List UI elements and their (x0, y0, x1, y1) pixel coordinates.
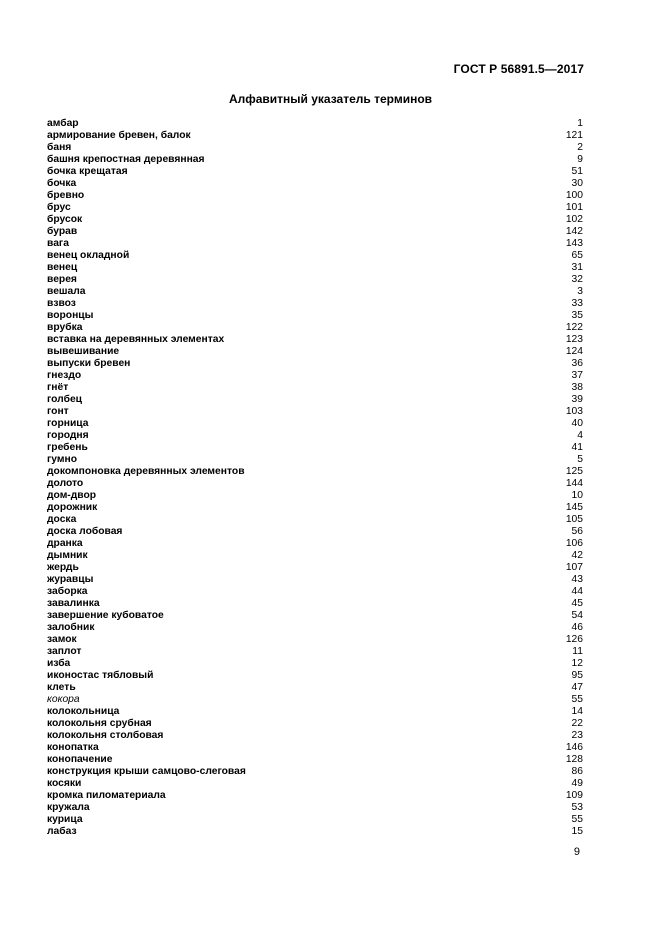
index-term: клеть (47, 682, 76, 693)
index-entry (47, 526, 583, 538)
index-term: воронцы (47, 310, 94, 321)
index-page-ref: 42 (571, 550, 583, 561)
index-term: колокольница (47, 706, 120, 717)
index-term: завершение кубоватое (47, 610, 164, 621)
index-page-ref: 123 (565, 334, 583, 345)
index-entry (47, 454, 583, 466)
index-entry (47, 574, 583, 586)
index-term: колокольня срубная (47, 718, 152, 729)
index-term: конопатка (47, 742, 99, 753)
index-term: вывешивание (47, 346, 120, 357)
index-entry (47, 346, 583, 358)
index-term: изба (47, 658, 71, 669)
index-page-ref: 40 (571, 418, 583, 429)
index-page-ref: 1 (577, 118, 583, 129)
index-term: вставка на деревянных элементах (47, 334, 225, 345)
index-page-ref: 54 (571, 610, 583, 621)
document-code-header: ГОСТ Р 56891.5—2017 (453, 62, 584, 76)
index-term: замок (47, 634, 77, 645)
index-entry (47, 274, 583, 286)
index-page-ref: 23 (571, 730, 583, 741)
index-term: конопачение (47, 754, 113, 765)
index-term: доска (47, 514, 77, 525)
index-term: бочка (47, 178, 77, 189)
index-term: дом-двор (47, 490, 97, 501)
index-page-ref: 125 (565, 466, 583, 477)
index-term: завалинка (47, 598, 100, 609)
index-entry (47, 742, 583, 754)
index-page-ref: 146 (565, 742, 583, 753)
index-entry (47, 610, 583, 622)
index-page-ref: 53 (571, 802, 583, 813)
index-entry (47, 442, 583, 454)
index-entry (47, 214, 583, 226)
index-page-ref: 144 (565, 478, 583, 489)
index-entry (47, 406, 583, 418)
index-page-ref: 107 (565, 562, 583, 573)
index-entry (47, 334, 583, 346)
index-page-ref: 56 (571, 526, 583, 537)
index-term: баня (47, 142, 72, 153)
index-term: вешала (47, 286, 86, 297)
index-term: доска лобовая (47, 526, 123, 537)
index-entry (47, 586, 583, 598)
index-entry (47, 802, 583, 814)
index-entry (47, 154, 583, 166)
index-term: косяки (47, 778, 82, 789)
index-entry (47, 382, 583, 394)
index-term: жердь (47, 562, 79, 573)
index-term: заплот (47, 646, 82, 657)
index-term: голбец (47, 394, 83, 405)
index-page-ref: 33 (571, 298, 583, 309)
index-term: иконостас тябловый (47, 670, 154, 681)
index-term: бревно (47, 190, 85, 201)
index-page-ref: 47 (571, 682, 583, 693)
index-term: гнёт (47, 382, 69, 393)
index-entry (47, 562, 583, 574)
index-entry (47, 538, 583, 550)
index-page-ref: 35 (571, 310, 583, 321)
index-page-ref: 65 (571, 250, 583, 261)
index-entry (47, 634, 583, 646)
index-page-ref: 45 (571, 598, 583, 609)
index-entry (47, 646, 583, 658)
index-page-ref: 12 (571, 658, 583, 669)
index-page-ref: 38 (571, 382, 583, 393)
index-entry (47, 466, 583, 478)
index-entry (47, 310, 583, 322)
index-page-ref: 51 (571, 166, 583, 177)
page-number: 9 (573, 846, 580, 858)
index-page-ref: 55 (571, 694, 583, 705)
index-page-ref: 124 (565, 346, 583, 357)
index-entry (47, 778, 583, 790)
index-page-ref: 143 (565, 238, 583, 249)
index-page-ref: 39 (571, 394, 583, 405)
index-term: бурав (47, 226, 78, 237)
index-term: венец окладной (47, 250, 130, 261)
index-page-ref: 55 (571, 814, 583, 825)
index-page-ref: 142 (565, 226, 583, 237)
index-entry (47, 370, 583, 382)
index-entry (47, 286, 583, 298)
index-entry (47, 694, 583, 706)
index-entry (47, 730, 583, 742)
index-entry (47, 718, 583, 730)
index-term: брусок (47, 214, 83, 225)
index-page-ref: 9 (577, 154, 583, 165)
index-term: армирование бревен, балок (47, 130, 191, 141)
index-entry (47, 766, 583, 778)
index-term: конструкция крыши самцово-слеговая (47, 766, 246, 777)
index-term: залобник (47, 622, 95, 633)
index-entry (47, 178, 583, 190)
index-page-ref: 46 (571, 622, 583, 633)
index-page-ref: 32 (571, 274, 583, 285)
index-entry (47, 142, 583, 154)
index-entry (47, 514, 583, 526)
index-entry (47, 418, 583, 430)
index-page-ref: 44 (571, 586, 583, 597)
index-page-ref: 30 (571, 178, 583, 189)
index-entry (47, 814, 583, 826)
index-entry (47, 682, 583, 694)
index-entry (47, 502, 583, 514)
index-term: гумно (47, 454, 78, 465)
index-term: бочка крещатая (47, 166, 128, 177)
index-term: долото (47, 478, 84, 489)
index-entry (47, 826, 583, 838)
index-entry (47, 550, 583, 562)
index-entry (47, 754, 583, 766)
index-page-ref: 128 (565, 754, 583, 765)
index-term: гребень (47, 442, 88, 453)
index-page-ref: 31 (571, 262, 583, 273)
index-entry (47, 430, 583, 442)
index-page-ref: 43 (571, 574, 583, 585)
index-term: кромка пиломатериала (47, 790, 166, 801)
index-page-ref: 10 (571, 490, 583, 501)
index-entry (47, 394, 583, 406)
index-page-ref: 4 (577, 430, 583, 441)
index-page-ref: 49 (571, 778, 583, 789)
index-page-ref: 41 (571, 442, 583, 453)
index-page-ref: 101 (565, 202, 583, 213)
index-page-ref: 15 (571, 826, 583, 837)
index-page-ref: 37 (571, 370, 583, 381)
index-page-ref: 105 (565, 514, 583, 525)
index-term: журавцы (47, 574, 94, 585)
index-entry (47, 202, 583, 214)
index-term: дранка (47, 538, 83, 549)
index-term: лабаз (47, 826, 77, 837)
index-entry (47, 250, 583, 262)
index-entry (47, 118, 583, 130)
index-page-ref: 126 (565, 634, 583, 645)
index-page-ref: 145 (565, 502, 583, 513)
index-entry (47, 238, 583, 250)
index-page-ref: 100 (565, 190, 583, 201)
index-page-ref: 122 (565, 322, 583, 333)
index-term: брус (47, 202, 71, 213)
index-term: выпуски бревен (47, 358, 131, 369)
index-entry (47, 358, 583, 370)
index-page-ref: 95 (571, 670, 583, 681)
index-entry (47, 706, 583, 718)
index-term: верея (47, 274, 77, 285)
index-term: кокора (47, 694, 80, 705)
index-term: кружала (47, 802, 90, 813)
index-term: гонт (47, 406, 69, 417)
index-term: взвоз (47, 298, 76, 309)
index-entry (47, 790, 583, 802)
index-entry (47, 166, 583, 178)
index-term: амбар (47, 118, 79, 129)
index-page-ref: 106 (565, 538, 583, 549)
index-entry (47, 622, 583, 634)
index-page-ref: 3 (577, 286, 583, 297)
index-entry (47, 190, 583, 202)
index-entry (47, 598, 583, 610)
index-entry (47, 490, 583, 502)
index-entry (47, 262, 583, 274)
index-term: вага (47, 238, 69, 249)
index-page-ref: 86 (571, 766, 583, 777)
index-page-ref: 109 (565, 790, 583, 801)
index-entry (47, 670, 583, 682)
index-term: башня крепостная деревянная (47, 154, 205, 165)
index-page-ref: 36 (571, 358, 583, 369)
index-entry (47, 130, 583, 142)
index-entry (47, 298, 583, 310)
index-title: Алфавитный указатель терминов (228, 92, 433, 106)
index-page-ref: 103 (565, 406, 583, 417)
index-page-ref: 11 (572, 646, 583, 657)
index-term: курица (47, 814, 83, 825)
index-entry (47, 658, 583, 670)
index-term: дорожник (47, 502, 98, 513)
index-page-ref: 2 (577, 142, 583, 153)
index-term: заборка (47, 586, 88, 597)
index-entry (47, 478, 583, 490)
index-entry (47, 226, 583, 238)
index-term: колокольня столбовая (47, 730, 164, 741)
index-term: гнездо (47, 370, 82, 381)
index-term: венец (47, 262, 78, 273)
index-term: дымник (47, 550, 88, 561)
index-term: докомпоновка деревянных элементов (47, 466, 245, 477)
index-entry (47, 322, 583, 334)
index-term: городня (47, 430, 89, 441)
index-term: горница (47, 418, 89, 429)
index-page-ref: 102 (565, 214, 583, 225)
term-index-list (47, 118, 583, 838)
index-page-ref: 5 (577, 454, 583, 465)
index-term: врубка (47, 322, 83, 333)
index-page-ref: 121 (565, 130, 583, 141)
index-page-ref: 14 (571, 706, 583, 717)
index-page-ref: 22 (571, 718, 583, 729)
